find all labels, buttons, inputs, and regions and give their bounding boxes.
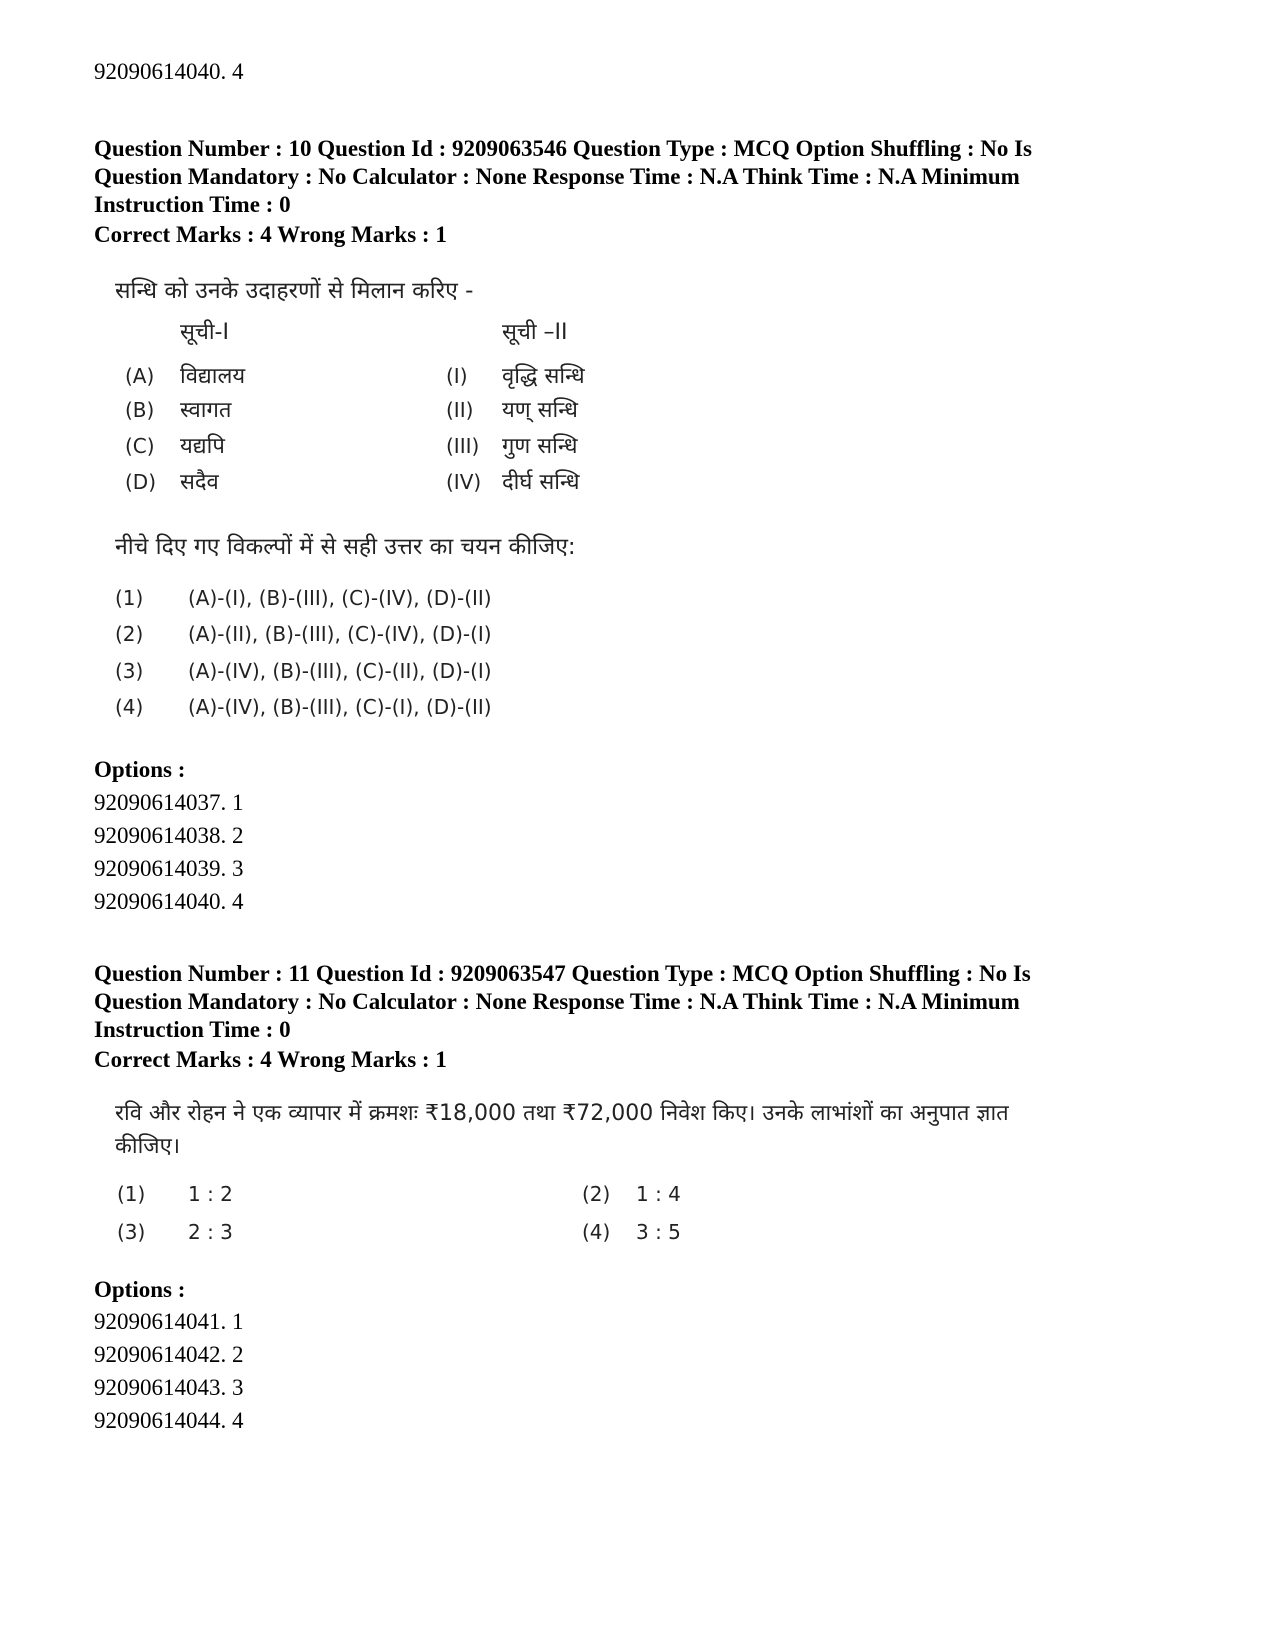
q11-choice-number: (3) (117, 1220, 146, 1244)
q10-options-heading: Options : (94, 757, 186, 782)
q11-header-line-2: Question Mandatory : No Calculator : None Response Time : N.A Think Time : N.A Minimum (94, 989, 1020, 1014)
q10-list2-label: (II) (446, 398, 474, 422)
q11-choice-text: 2 : 3 (188, 1220, 233, 1244)
q10-choice-number: (1) (115, 586, 144, 610)
q10-option-line: 92090614039. 3 (94, 856, 244, 881)
q11-marks: Correct Marks : 4 Wrong Marks : 1 (94, 1047, 447, 1072)
q10-option-line: 92090614037. 1 (94, 790, 244, 815)
q10-list2-label: (I) (446, 364, 468, 388)
q11-choice-number: (4) (582, 1220, 611, 1244)
q11-options-heading: Options : (94, 1277, 186, 1302)
q10-list2-item: वृद्धि सन्धि (502, 364, 585, 389)
q11-option-line: 92090614041. 1 (94, 1309, 244, 1334)
q11-choice-text: 3 : 5 (636, 1220, 681, 1244)
q10-list1-title: सूची-I (180, 320, 229, 345)
q10-choice-number: (2) (115, 622, 144, 646)
q10-marks: Correct Marks : 4 Wrong Marks : 1 (94, 222, 447, 247)
q10-instruction: नीचे दिए गए विकल्पों में से सही उत्तर का चयन कीजिए: (115, 534, 576, 560)
q11-option-line: 92090614044. 4 (94, 1408, 244, 1433)
q10-header-line-3: Instruction Time : 0 (94, 192, 291, 217)
q10-list1-label: (C) (125, 434, 155, 458)
q10-prompt: सन्धि को उनके उदाहरणों से मिलान करिए - (115, 278, 474, 304)
q10-list2-title: सूची –II (502, 320, 568, 345)
q10-choice-number: (3) (115, 659, 144, 683)
q10-list2-label: (III) (446, 434, 480, 458)
q10-list1-item: विद्यालय (180, 364, 246, 389)
q11-option-line: 92090614043. 3 (94, 1375, 244, 1400)
q11-options-list (94, 1305, 244, 1437)
q10-list2-item: गुण सन्धि (502, 434, 578, 459)
q11-prompt-line-2: कीजिए। (115, 1134, 181, 1159)
q10-list1-item: स्वागत (180, 398, 232, 423)
q10-choice-text: (A)-(I), (B)-(III), (C)-(IV), (D)-(II) (188, 586, 492, 610)
q11-prompt-line-1: रवि और रोहन ने एक व्यापार में क्रमशः ₹18,000 तथा ₹72,000 निवेश किए। उनके लाभांशों का अनुपात ज्ञात (115, 1101, 1009, 1126)
q11-choice-number: (1) (117, 1182, 146, 1206)
q11-header-line-1: Question Number : 11 Question Id : 9209063547 Question Type : MCQ Option Shuffling : No Is (94, 961, 1031, 986)
q10-header-line-2: Question Mandatory : No Calculator : None Response Time : N.A Think Time : N.A Minimum (94, 164, 1020, 189)
q10-choice-number: (4) (115, 695, 144, 719)
q11-option-line: 92090614042. 2 (94, 1342, 244, 1367)
q11-header-line-3: Instruction Time : 0 (94, 1017, 291, 1042)
q10-list2-item: दीर्घ सन्धि (502, 470, 580, 495)
q10-list2-item: यण् सन्धि (502, 398, 578, 423)
q10-options-list (94, 786, 244, 918)
q10-choice-text: (A)-(II), (B)-(III), (C)-(IV), (D)-(I) (188, 622, 492, 646)
previous-option-line: 92090614040. 4 (94, 59, 244, 84)
q10-list1-label: (A) (125, 364, 155, 388)
q10-list2-label: (IV) (446, 470, 482, 494)
q10-header-line-1: Question Number : 10 Question Id : 9209063546 Question Type : MCQ Option Shuffling : No Is (94, 136, 1033, 161)
q10-option-line: 92090614040. 4 (94, 889, 244, 914)
q10-list1-item: सदैव (180, 470, 219, 495)
q10-option-line: 92090614038. 2 (94, 823, 244, 848)
q10-list1-label: (D) (125, 470, 157, 494)
q11-choice-number: (2) (582, 1182, 611, 1206)
q11-header (94, 960, 1031, 1044)
q11-choice-text: 1 : 2 (188, 1182, 233, 1206)
q10-choice-text: (A)-(IV), (B)-(III), (C)-(II), (D)-(I) (188, 659, 492, 683)
q10-choice-text: (A)-(IV), (B)-(III), (C)-(I), (D)-(II) (188, 695, 492, 719)
q11-choice-text: 1 : 4 (636, 1182, 681, 1206)
q10-list1-label: (B) (125, 398, 155, 422)
q10-list1-item: यद्यपि (180, 434, 225, 459)
q10-header (94, 135, 1032, 219)
